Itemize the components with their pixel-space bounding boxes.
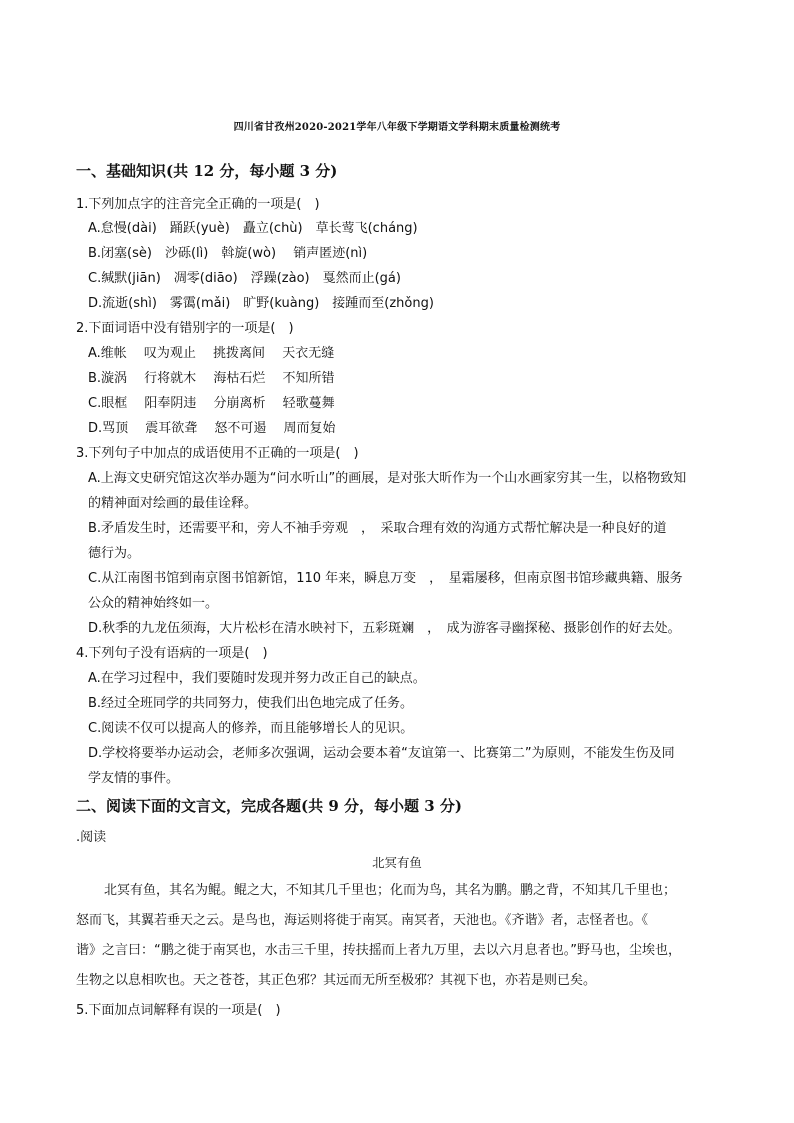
q1-option-b: B.闭塞(sè) 沙砾(lì) 斡旋(wò) 销声匿迹(nì) xyxy=(88,246,368,261)
q3-option-b-line2: 德行为。 xyxy=(88,546,141,561)
passage-line-3: 谐》之言曰：“鹏之徙于南冥也，水击三千里，抟扶摇而上者九万里，去以六月息者也。”野马也，尘埃也， xyxy=(76,943,681,958)
q2-option-a: A.维帐 叹为观止 挑拨离间 天衣无缝 xyxy=(88,346,335,361)
q3-option-b-line1: B.矛盾发生时，还需要平和，旁人不袖手旁观 ， 采取合理有效的沟通方式帮忙解决是一种良好的道 xyxy=(88,521,667,536)
q2-stem: 2.下面词语中没有错别字的一项是( ) xyxy=(76,321,294,336)
q1-option-c: C.缄默(jiān) 凋零(diāo) 浮躁(zào) 戛然而止(gá) xyxy=(88,271,401,286)
q4-option-a: A.在学习过程中，我们要随时发现并努力改正自己的缺点。 xyxy=(88,671,426,686)
q3-option-a-line1: A.上海文史研究馆这次举办题为“问水听山”的画展，是对张大昕作为一个山水画家穷其一生，以格物致知 xyxy=(88,471,687,486)
passage-title: 北冥有鱼 xyxy=(372,855,422,870)
q2-option-b: B.漩涡 行将就木 海枯石烂 不知所错 xyxy=(88,371,335,386)
section1-heading: 一、基础知识(共 12 分，每小题 3 分) xyxy=(76,162,338,180)
q3-stem: 3.下列句子中加点的成语使用不正确的一项是( ) xyxy=(76,446,359,461)
q3-option-d: D.秋季的九龙伍须海，大片松杉在清水映衬下，五彩斑斓 ， 成为游客寻幽探秘、摄影创作的好去处。 xyxy=(88,621,681,636)
q4-stem: 4.下列句子没有语病的一项是( ) xyxy=(76,646,268,661)
section2-heading: 二、阅读下面的文言文，完成各题(共 9 分，每小题 3 分) xyxy=(76,797,462,815)
q4-option-d-line1: D.学校将要举办运动会，老师多次强调，运动会要本着“友谊第一、比赛第二”为原则，不能发生伤及同 xyxy=(88,746,675,761)
q4-option-b: B.经过全班同学的共同努力，使我们出色地完成了任务。 xyxy=(88,696,414,711)
q1-option-a: A.怠慢(dài) 踊跃(yuè) 矗立(chù) 草长莺飞(cháng) xyxy=(88,221,418,236)
exam-title: 四川省甘孜州2020-2021学年八年级下学期语文学科期末质量检测统考 xyxy=(233,122,561,133)
passage-line-4: 生物之以息相吹也。天之苍苍，其正色邪？其远而无所至极邪？其视下也，亦若是则已矣。 xyxy=(76,973,597,988)
q3-option-a-line2: 的精神面对绘画的最佳诠释。 xyxy=(88,496,258,511)
q3-option-c-line2: 公众的精神始终如一。 xyxy=(88,596,219,611)
q2-option-c: C.眼框 阳奉阴违 分崩离析 轻歌蔓舞 xyxy=(88,396,335,411)
q4-option-c: C.阅读不仅可以提高人的修养，而且能够增长人的见识。 xyxy=(88,721,414,736)
q1-option-d: D.流逝(shì) 雾霭(mǎi) 旷野(kuàng) 接踵而至(zhǒng) xyxy=(88,296,434,311)
q1-stem: 1.下列加点字的注音完全正确的一项是( ) xyxy=(76,197,320,212)
read-label: .阅读 xyxy=(76,830,107,845)
passage-line-2: 怒而飞，其翼若垂天之云。是鸟也，海运则将徙于南冥。南冥者，天池也。《齐谐》者，志怪者也。《 xyxy=(76,913,649,928)
q4-option-d-line2: 学友情的事件。 xyxy=(88,771,180,786)
q3-option-c-line1: C.从江南图书馆到南京图书馆新馆，110 年来，瞬息万变 ， 星霜屡移，但南京图书馆珍藏典籍、服务 xyxy=(88,571,683,586)
q2-option-d: D.骂顶 震耳欲聋 怒不可遏 周而复始 xyxy=(88,421,336,436)
q5-stem: 5.下面加点词解释有误的一项是( ) xyxy=(76,1003,281,1018)
passage-line-1: 北冥有鱼，其名为鲲。鲲之大，不知其几千里也；化而为鸟，其名为鹏。鹏之背，不知其几千里也； xyxy=(104,883,677,898)
